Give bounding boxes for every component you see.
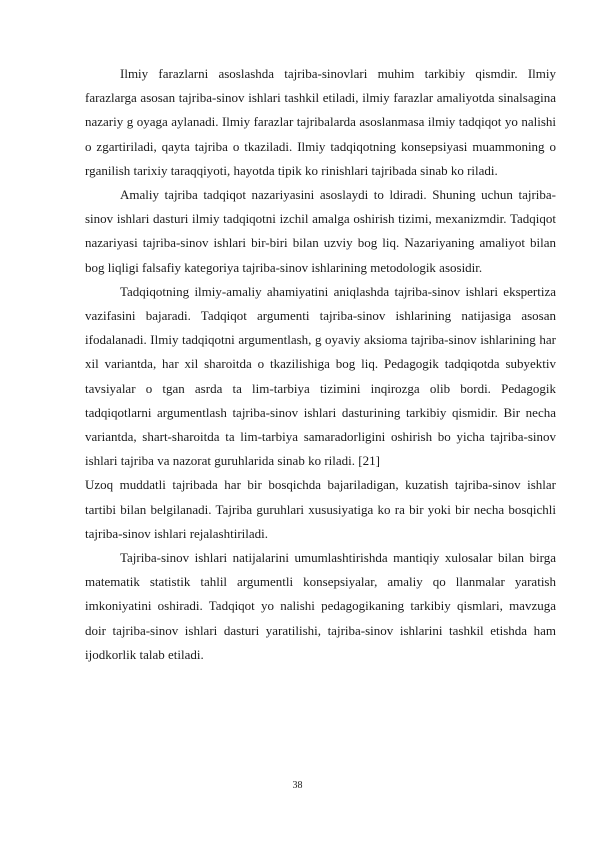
paragraph-1: Ilmiy farazlarni asoslashda tajriba-sinovlari muhim tarkibiy qismdir. Ilmiy farazlarga asosan tajriba-sinov ishlari tashkil etiladi, ilmiy farazlar amaliyotda sinalsagina nazariy g oyaga aylanadi. Ilmiy farazlar tajribalarda asoslanmasa ilmiy tadqiqot yo nalishi o zgartiriladi, qayta tajriba o tkaziladi. Ilmiy tadqiqotning konsepsiyasi muammoning o rganilish tarixiy taraqqiyoti, hayotda tipik ko rinishlari tajribada sinab ko riladi. (85, 66, 556, 178)
paragraph-5: Tajriba-sinov ishlari natijalarini umumlashtirishda mantiqiy xulosalar bilan birga matematik statistik tahlil argumentli konsepsiyalar, amaliy qo llanmalar yaratish imkoniyatini oshiradi. Tadqiqot yo nalishi pedagogikaning tarkibiy qismlari, mavzuga doir tajriba-sinov ishlari dasturi yaratilishi, tajriba-sinov ishlarini tashkil etishda ham ijodkorlik talab etiladi. (85, 550, 556, 662)
paragraph-4: Uzoq muddatli tajribada har bir bosqichda bajariladigan, kuzatish tajriba-sinov ishlar tartibi bilan belgilanadi. Tajriba guruhlari xususiyatiga ko ra bir yoki bir necha bosqichli tajriba-sinov ishlari rejalashtiriladi. (85, 477, 556, 541)
paragraph-3: Tadqiqotning ilmiy-amaliy ahamiyatini aniqlashda tajriba-sinov ishlari ekspertiza vazifasini bajaradi. Tadqiqot argumenti tajriba-sinov ishlarining natijasiga asosan ifodalanadi. Ilmiy tadqiqotni argumentlash, g oyaviy aksioma tajriba-sinov ishlarining har xil variantda, har xil sharoitda o tkazilishiga bog liq. Pedagogik tadqiqotda subyektiv tavsiyalar o tgan asrda ta lim-tarbiya tizimini inqirozga olib bordi. Pedagogik tadqiqotlarni argumentlash tajriba-sinov ishlari dasturining tarkibiy qismidir. Bir necha variantda, shart-sharoitda ta lim-tarbiya samaradorligini oshirish bo yicha tajriba-sinov ishlari tajriba va nazorat guruhlarida sinab ko riladi. [21] (85, 283, 556, 469)
paragraph-2: Amaliy tajriba tadqiqot nazariyasini asoslaydi to ldiradi. Shuning uchun tajriba-sinov ishlari dasturi ilmiy tadqiqotni izchil amalga oshirish tizimi, mexanizmdir. Tadqiqot nazariyasi tajriba-sinov ishlari bir-biri bilan uzviy bog liq. Nazariyaning amaliyot bilan bog liqligi falsafiy kategoriya tajriba-sinov ishlarining metodologik asosidir. (85, 187, 556, 275)
document-body (85, 62, 556, 667)
page-number: 38 (292, 780, 303, 791)
